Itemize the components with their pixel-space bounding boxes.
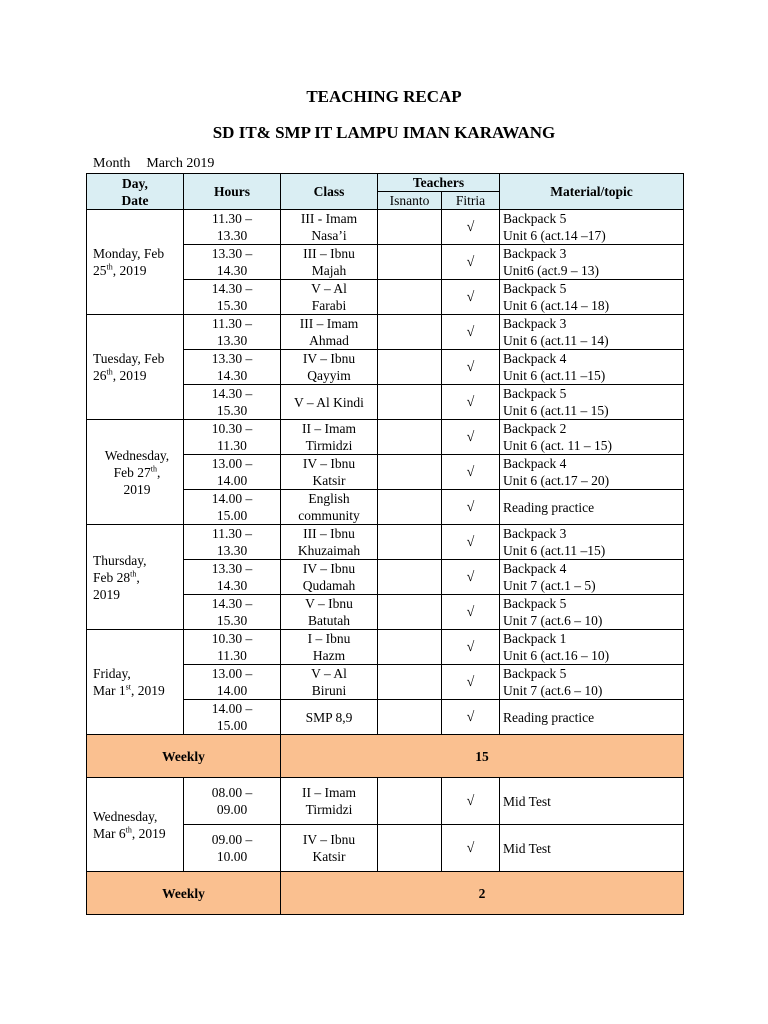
material-cell: Mid Test (500, 778, 684, 825)
hours-cell: 14.30 – 15.30 (184, 385, 281, 420)
isnanto-cell (378, 525, 442, 560)
class-cell: III – Imam Ahmad (281, 315, 378, 350)
header-class: Class (281, 174, 378, 210)
table-row (87, 210, 684, 245)
class-cell: IV – Ibnu Katsir (281, 825, 378, 872)
hours-cell: 10.30 – 11.30 (184, 420, 281, 455)
hours-cell: 13.00 – 14.00 (184, 455, 281, 490)
isnanto-cell (378, 315, 442, 350)
isnanto-cell (378, 630, 442, 665)
check-mark: √ (442, 525, 500, 560)
school-name: SD IT& SMP IT LAMPU IMAN KARAWANG (212, 123, 556, 142)
hours-cell: 11.30 – 13.30 (184, 315, 281, 350)
weekly-label: Weekly (87, 735, 281, 778)
material-cell: Backpack 4 Unit 7 (act.1 – 5) (500, 560, 684, 595)
class-cell: V – Al Biruni (281, 665, 378, 700)
check-mark: √ (442, 630, 500, 665)
material-cell: Reading practice (500, 700, 684, 735)
isnanto-cell (378, 350, 442, 385)
hours-cell: 13.00 – 14.00 (184, 665, 281, 700)
class-cell: V – Al Kindi (281, 385, 378, 420)
isnanto-cell (378, 560, 442, 595)
material-cell: Backpack 4 Unit 6 (act.17 – 20) (500, 455, 684, 490)
check-mark: √ (442, 455, 500, 490)
check-mark: √ (442, 210, 500, 245)
month-label: Month (93, 156, 131, 171)
class-cell: IV – Ibnu Katsir (281, 455, 378, 490)
check-mark: √ (442, 385, 500, 420)
isnanto-cell (378, 245, 442, 280)
material-cell: Backpack 5 Unit 6 (act.11 – 15) (500, 385, 684, 420)
class-cell: V – Ibnu Batutah (281, 595, 378, 630)
class-cell: II – Imam Tirmidzi (281, 778, 378, 825)
class-cell: II – Imam Tirmidzi (281, 420, 378, 455)
isnanto-cell (378, 778, 442, 825)
material-cell: Backpack 4 Unit 6 (act.11 –15) (500, 350, 684, 385)
class-cell: IV – Ibnu Qudamah (281, 560, 378, 595)
check-mark: √ (442, 280, 500, 315)
isnanto-cell (378, 385, 442, 420)
weekly-value: 2 (281, 872, 684, 915)
header-teacher-isnanto: Isnanto (378, 192, 442, 210)
isnanto-cell (378, 455, 442, 490)
weekly-total-row (87, 872, 684, 915)
hours-cell: 14.30 – 15.30 (184, 280, 281, 315)
check-mark: √ (442, 350, 500, 385)
class-cell: III – Ibnu Khuzaimah (281, 525, 378, 560)
header-teacher-fitria: Fitria (442, 192, 500, 210)
check-mark: √ (442, 825, 500, 872)
hours-cell: 13.30 – 14.30 (184, 245, 281, 280)
day-date-cell: Thursday, Feb 28th, 2019 (87, 525, 184, 630)
hours-cell: 08.00 – 09.00 (184, 778, 281, 825)
class-cell: SMP 8,9 (281, 700, 378, 735)
isnanto-cell (378, 280, 442, 315)
isnanto-cell (378, 420, 442, 455)
material-cell: Backpack 2 Unit 6 (act. 11 – 15) (500, 420, 684, 455)
table-row (87, 525, 684, 560)
check-mark: √ (442, 490, 500, 525)
day-date-cell: Wednesday, Mar 6th, 2019 (87, 778, 184, 872)
header-teachers: Teachers (378, 174, 500, 192)
day-date-cell: Wednesday, Feb 27th, 2019 (87, 420, 184, 525)
hours-cell: 11.30 – 13.30 (184, 210, 281, 245)
header-day-date: Day, Date (87, 174, 184, 210)
isnanto-cell (378, 825, 442, 872)
isnanto-cell (378, 490, 442, 525)
table-row (87, 630, 684, 665)
material-cell: Mid Test (500, 825, 684, 872)
material-cell: Backpack 1 Unit 6 (act.16 – 10) (500, 630, 684, 665)
check-mark: √ (442, 245, 500, 280)
class-cell: English community (281, 490, 378, 525)
hours-cell: 14.00 – 15.00 (184, 490, 281, 525)
check-mark: √ (442, 420, 500, 455)
check-mark: √ (442, 560, 500, 595)
hours-cell: 13.30 – 14.30 (184, 350, 281, 385)
header-material: Material/topic (500, 174, 684, 210)
isnanto-cell (378, 210, 442, 245)
material-cell: Backpack 5 Unit 6 (act.14 –17) (500, 210, 684, 245)
page-title: TEACHING RECAP (306, 87, 462, 106)
hours-cell: 11.30 – 13.30 (184, 525, 281, 560)
class-cell: III – Ibnu Majah (281, 245, 378, 280)
material-cell: Backpack 5 Unit 6 (act.14 – 18) (500, 280, 684, 315)
month-value: March 2019 (146, 156, 215, 171)
class-cell: V – Al Farabi (281, 280, 378, 315)
table-row (87, 420, 684, 455)
header-hours: Hours (184, 174, 281, 210)
teaching-recap-table (86, 173, 684, 915)
check-mark: √ (442, 315, 500, 350)
check-mark: √ (442, 700, 500, 735)
material-cell: Backpack 3 Unit 6 (act.11 – 14) (500, 315, 684, 350)
hours-cell: 14.30 – 15.30 (184, 595, 281, 630)
weekly-total-row (87, 735, 684, 778)
check-mark: √ (442, 778, 500, 825)
weekly-label: Weekly (87, 872, 281, 915)
weekly-value: 15 (281, 735, 684, 778)
class-cell: IV – Ibnu Qayyim (281, 350, 378, 385)
hours-cell: 13.30 – 14.30 (184, 560, 281, 595)
day-date-cell: Monday, Feb 25th, 2019 (87, 210, 184, 315)
material-cell: Backpack 3 Unit6 (act.9 – 13) (500, 245, 684, 280)
check-mark: √ (442, 595, 500, 630)
isnanto-cell (378, 665, 442, 700)
material-cell: Reading practice (500, 490, 684, 525)
isnanto-cell (378, 700, 442, 735)
hours-cell: 09.00 – 10.00 (184, 825, 281, 872)
class-cell: III - Imam Nasa’i (281, 210, 378, 245)
table-row (87, 315, 684, 350)
table-row (87, 778, 684, 825)
isnanto-cell (378, 595, 442, 630)
class-cell: I – Ibnu Hazm (281, 630, 378, 665)
day-date-cell: Friday, Mar 1st, 2019 (87, 630, 184, 735)
hours-cell: 14.00 – 15.00 (184, 700, 281, 735)
day-date-cell: Tuesday, Feb 26th, 2019 (87, 315, 184, 420)
material-cell: Backpack 3 Unit 6 (act.11 –15) (500, 525, 684, 560)
material-cell: Backpack 5 Unit 7 (act.6 – 10) (500, 595, 684, 630)
material-cell: Backpack 5 Unit 7 (act.6 – 10) (500, 665, 684, 700)
month-line (93, 156, 214, 172)
check-mark: √ (442, 665, 500, 700)
hours-cell: 10.30 – 11.30 (184, 630, 281, 665)
